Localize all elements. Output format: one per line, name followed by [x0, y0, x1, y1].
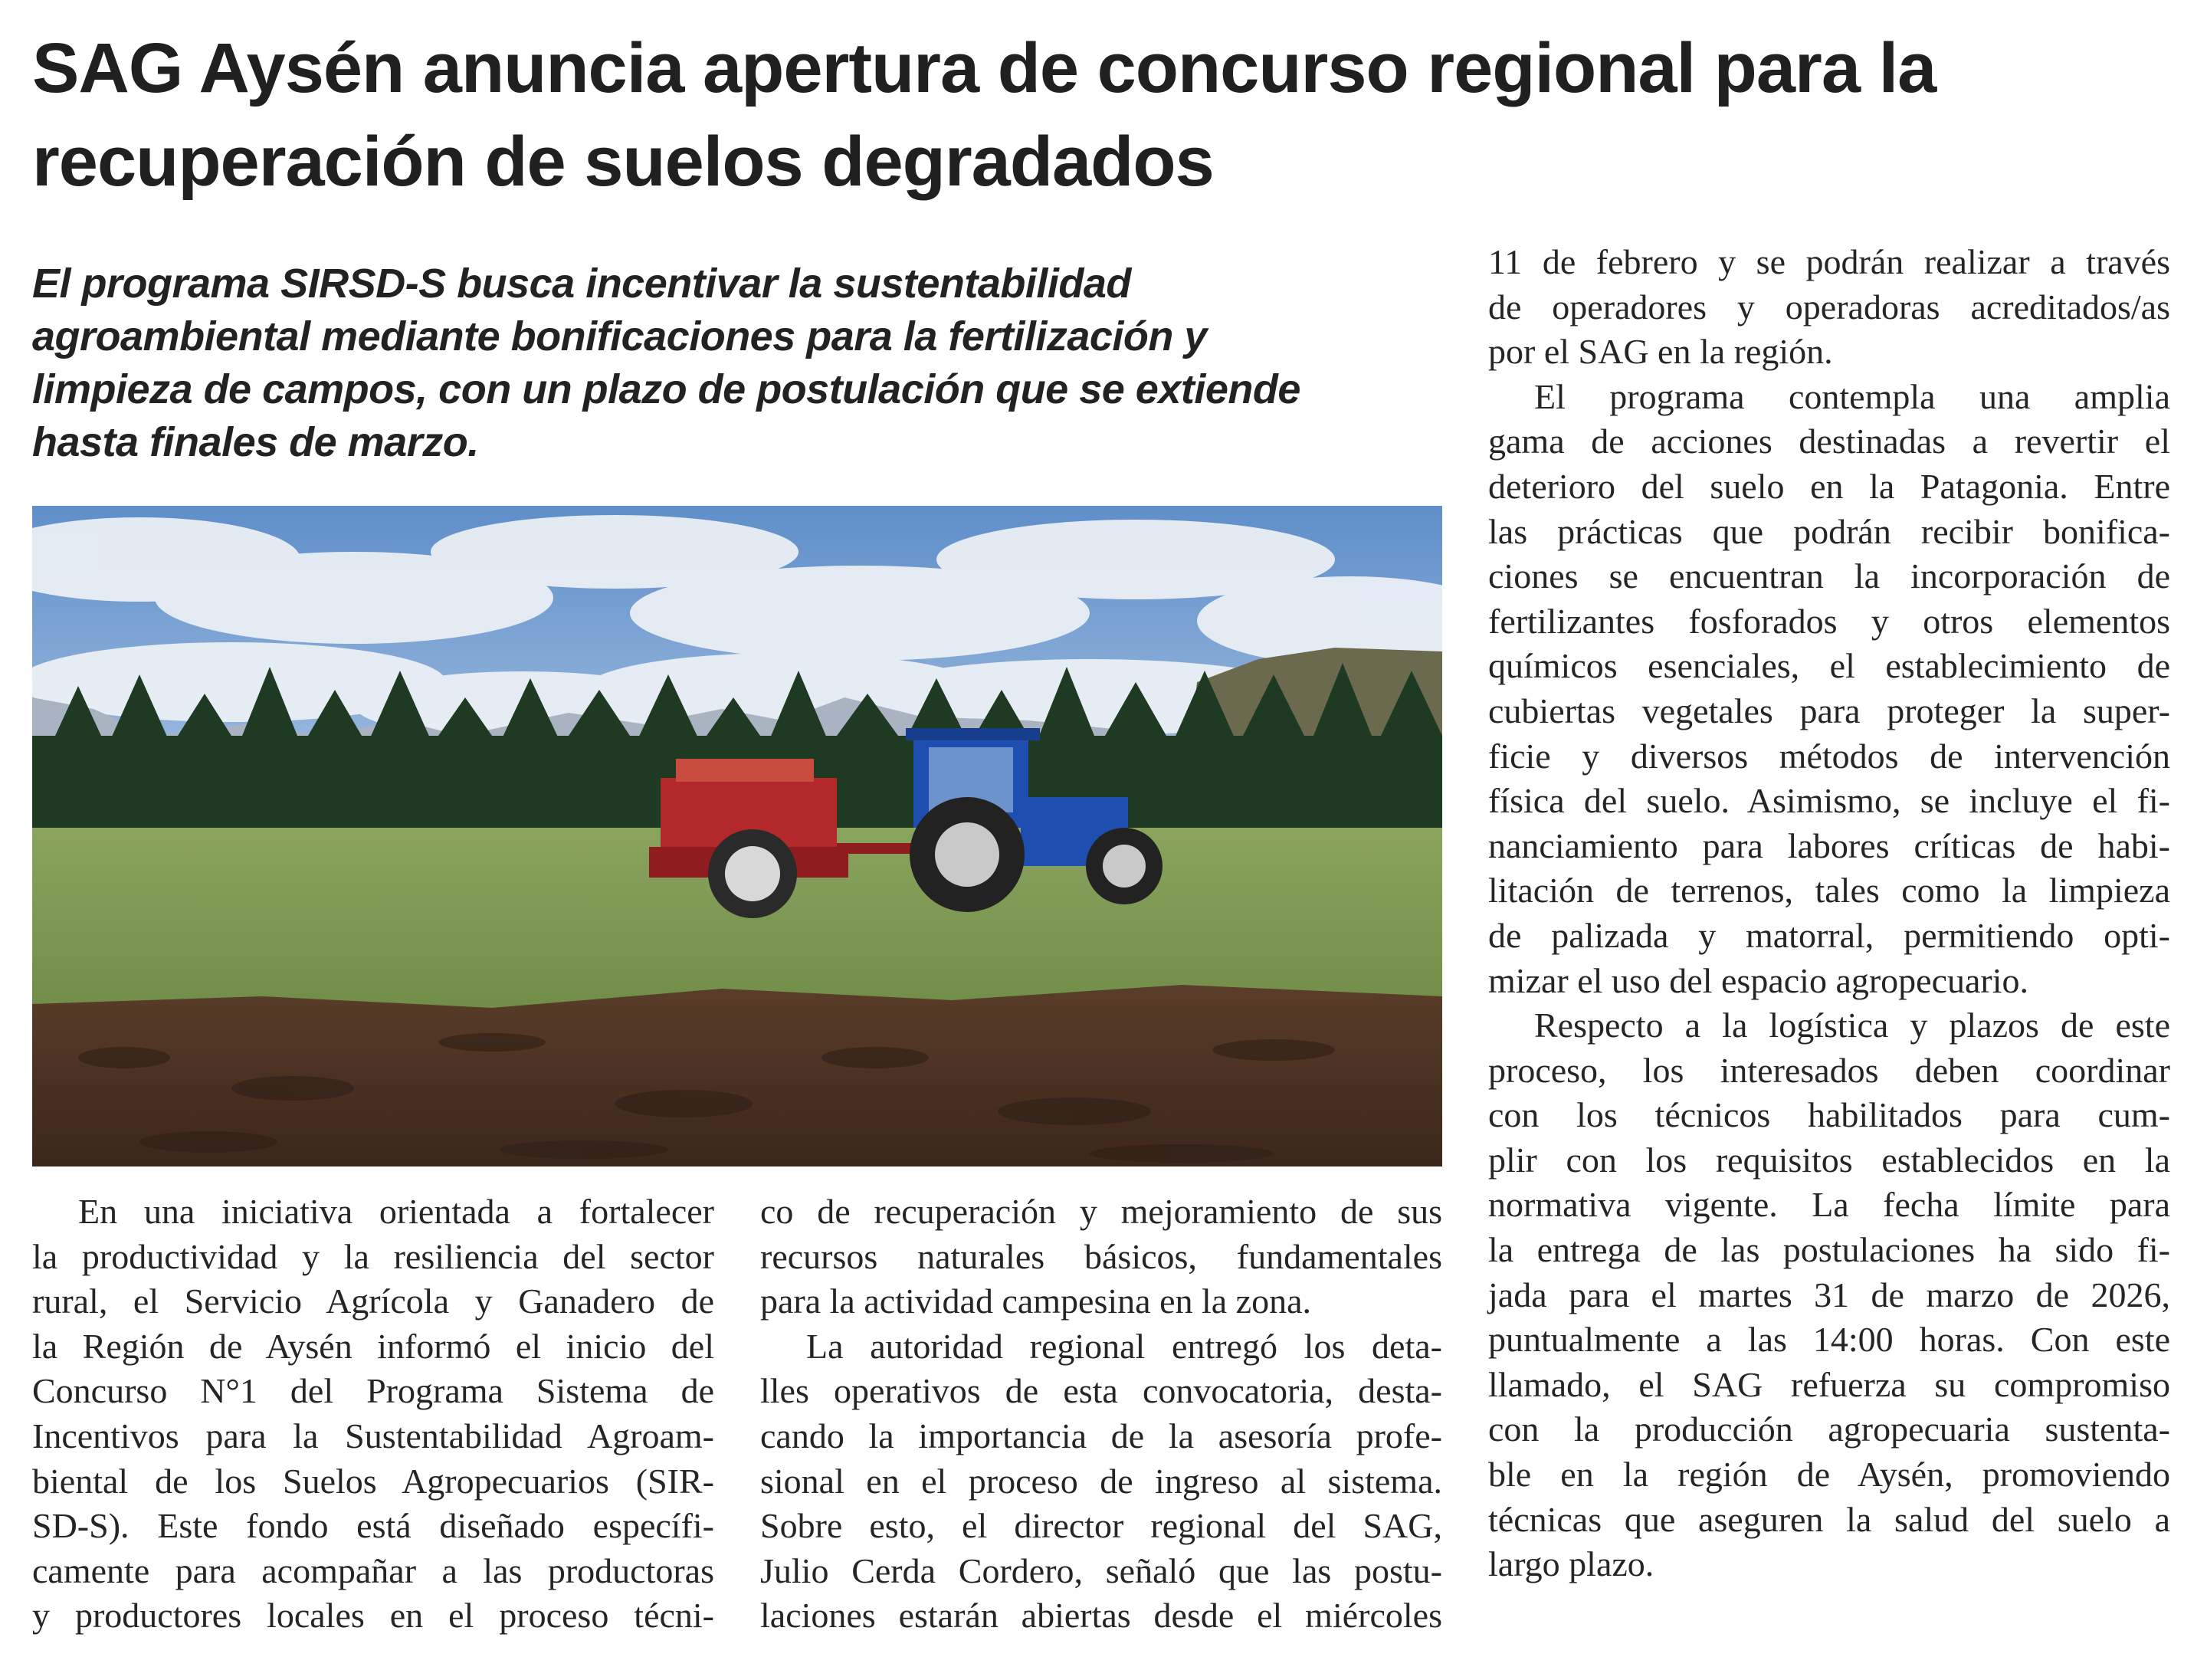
text-line: las prácticas que podrán recibir bonifica-	[1488, 511, 2170, 551]
text-line: jada para el martes 31 de marzo de 2026,	[1488, 1275, 2170, 1314]
article-column-2	[760, 1189, 1442, 1639]
text-line: para la actividad campesina en la zona.	[760, 1281, 1312, 1321]
text-line: ciones se encuentran la incorporación de	[1488, 556, 2170, 596]
article-headline	[32, 21, 2178, 208]
text-line: Incentivos para la Sustentabilidad Agroam-	[32, 1416, 714, 1455]
text-line: la entrega de las postulaciones ha sido fi-	[1488, 1230, 2170, 1270]
text-line: proceso, los interesados deben coordinar	[1488, 1050, 2170, 1090]
text-line: física del suelo. Asimismo, se incluye el fi-	[1488, 781, 2170, 821]
photo-icon	[32, 506, 1442, 1166]
text-line: con la producción agropecuaria sustenta-	[1488, 1409, 2170, 1449]
subheadline-line: El programa SIRSD-S busca incentivar la sustentabilidad	[32, 261, 1131, 307]
text-line: cubiertas vegetales para proteger la super-	[1488, 691, 2170, 730]
text-line: técnicas que aseguren la salud del suelo a	[1488, 1499, 2170, 1539]
text-line: de operadores y operadoras acreditados/as	[1488, 287, 2170, 326]
text-line: con los técnicos habilitados para cum-	[1488, 1095, 2170, 1135]
headline-line: SAG Aysén anuncia apertura de concurso regional para la	[32, 29, 1936, 107]
article-photo-tractor-field	[32, 506, 1442, 1166]
text-line: Sobre esto, el director regional del SAG,	[760, 1506, 1442, 1546]
text-line: llamado, el SAG refuerza su compromiso	[1488, 1364, 2170, 1404]
text-line: de palizada y matorral, permitiendo opti-	[1488, 915, 2170, 955]
text-line: largo plazo.	[1488, 1544, 1654, 1584]
text-line: litación de terrenos, tales como la limpieza	[1488, 871, 2170, 911]
text-line: sional en el proceso de ingreso al sistema.	[760, 1461, 1442, 1501]
text-line: normativa vigente. La fecha límite para	[1488, 1185, 2170, 1225]
text-line: Julio Cerda Cordero, señaló que las postu-	[760, 1550, 1442, 1590]
text-line: biental de los Suelos Agropecuarios (SIR-	[32, 1461, 714, 1501]
article-column-1	[32, 1189, 714, 1639]
text-line: SD-S). Este fondo está diseñado específi-	[32, 1506, 714, 1546]
subheadline-line: limpieza de campos, con un plazo de postulación que se extiende	[32, 366, 1300, 412]
text-line: co de recuperación y mejoramiento de sus	[760, 1192, 1442, 1231]
text-line: nanciamiento para labores críticas de habi-	[1488, 825, 2170, 865]
text-line: la productividad y la resiliencia del sector	[32, 1236, 714, 1276]
article-subheadline	[32, 258, 1427, 469]
text-line: puntualmente a las 14:00 horas. Con este	[1488, 1320, 2170, 1360]
text-line: químicos esenciales, el establecimiento de	[1488, 646, 2170, 686]
text-line: camente para acompañar a las productoras	[32, 1550, 714, 1590]
text-line: 11 de febrero y se podrán realizar a través	[1488, 242, 2170, 281]
text-line: rural, el Servicio Agrícola y Ganadero de	[32, 1281, 714, 1321]
text-line: gama de acciones destinadas a revertir el	[1488, 422, 2170, 461]
subheadline-line: hasta finales de marzo.	[32, 419, 479, 465]
text-line: por el SAG en la región.	[1488, 332, 1833, 372]
text-line: laciones estarán abiertas desde el miércoles	[760, 1596, 1442, 1636]
text-line: ble en la región de Aysén, promoviendo	[1488, 1455, 2170, 1495]
text-line: Respecto a la logística y plazos de este	[1534, 1006, 2170, 1045]
article-column-3	[1488, 240, 2170, 1587]
text-line: cando la importancia de la asesoría profe-	[760, 1416, 1442, 1455]
text-line: recursos naturales básicos, fundamentales	[760, 1236, 1442, 1276]
text-line: lles operativos de esta convocatoria, desta-	[760, 1371, 1442, 1411]
text-line: mizar el uso del espacio agropecuario.	[1488, 960, 2029, 1000]
text-line: Concurso N°1 del Programa Sistema de	[32, 1371, 714, 1411]
text-line: La autoridad regional entregó los deta-	[806, 1326, 1442, 1366]
text-line: fertilizantes fosforados y otros elementos	[1488, 601, 2170, 641]
headline-line: recuperación de suelos degradados	[32, 123, 1214, 201]
text-line: la Región de Aysén informó el inicio del	[32, 1326, 714, 1366]
text-line: plir con los requisitos establecidos en la	[1488, 1140, 2170, 1180]
text-line: El programa contempla una amplia	[1534, 376, 2170, 416]
text-line: ficie y diversos métodos de intervención	[1488, 736, 2170, 776]
text-line: deterioro del suelo en la Patagonia. Entre	[1488, 466, 2170, 506]
text-line: y productores locales en el proceso técni-	[32, 1596, 714, 1636]
text-line: En una iniciativa orientada a fortalecer	[78, 1192, 714, 1231]
subheadline-line: agroambiental mediante bonificaciones para la fertilización y	[32, 313, 1207, 359]
